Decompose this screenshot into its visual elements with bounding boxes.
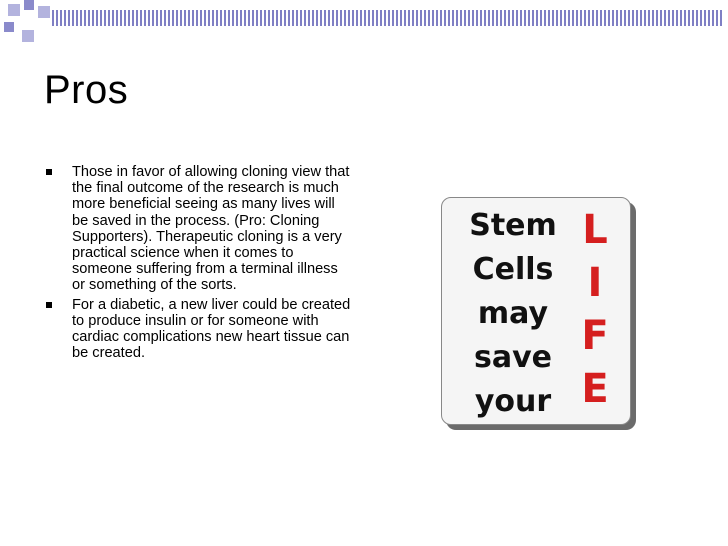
slide-title: Pros [44,68,129,112]
sign-letter: I [587,260,603,306]
sign-word: your [474,384,552,419]
decor-square [22,30,34,42]
sign-words [454,204,572,424]
bullet-text: Those in favor of allowing cloning view that the final outcome of the research is much more beneficial seeing as many lives will be saved in the process. (Pro: Cloning Supporters). Therapeutic cloning is a very practical science when it comes to someone suffering from a terminal illness or something of the sorts. [72,164,350,294]
sign-letter: F [581,313,609,359]
decor-stripes [52,10,722,26]
header-decoration [0,0,728,48]
sign-letter: E [581,366,609,412]
bullet-text: For a diabetic, a new liver could be created to produce insulin or for someone with cardiac complications new heart tissue can be created. [72,296,351,362]
sign-letter: L [582,207,608,253]
decor-square [4,22,14,32]
square-bullet-icon [46,169,52,175]
stem-cells-sign-image [441,197,631,425]
sign-word: Cells [472,252,554,287]
decor-square [24,0,34,10]
sign-letters [570,204,620,416]
square-bullet-icon [46,302,52,308]
bullet-item [44,164,354,294]
bullet-list [44,164,354,364]
sign-word: Stem [469,208,557,243]
sign-word: may [477,296,549,331]
decor-square [38,6,50,18]
decor-square [8,4,20,16]
bullet-item [44,297,354,362]
sign-word: save [473,340,552,375]
